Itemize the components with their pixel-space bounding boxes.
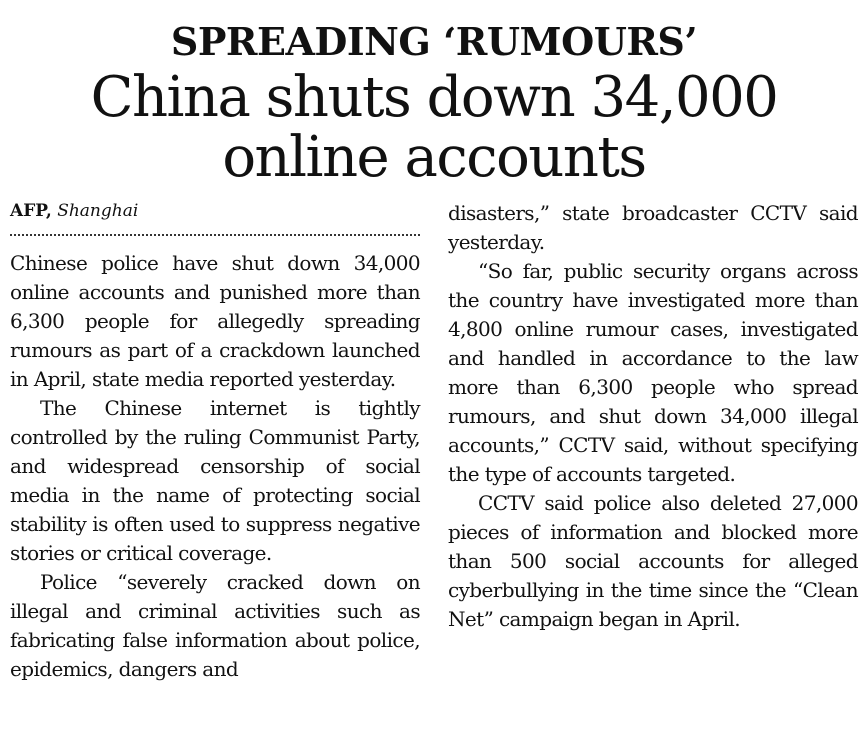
article-paragraph: “So far, public security organs across the country have investigated more than 4,800 online rumour cases, investigated and handled in accordance to the law more than 6,300 people who spread rumours, and shut down 34,000 illegal accounts,” CCTV said, without specifying the type of accounts targeted. xyxy=(448,259,858,486)
article-paragraph: disasters,” state broadcaster CCTV said yesterday. xyxy=(448,201,858,254)
article-paragraph: Chinese police have shut down 34,000 online accounts and punished more than 6,300 people for allegedly spreading rumours as part of a crackdown launched in April, state media reported yesterday. xyxy=(10,251,420,391)
headline xyxy=(0,65,868,190)
article-column-left xyxy=(10,249,420,684)
headline-line-2: online accounts xyxy=(222,125,646,190)
article-paragraph: The Chinese internet is tightly controlled by the ruling Communist Party, and widespread censorship of social media in the name of protecting social stability is often used to suppress negative stories or critical coverage. xyxy=(10,396,420,565)
kicker: SPREADING ‘RUMOURS’ xyxy=(170,19,698,64)
byline xyxy=(10,200,420,222)
byline-agency: AFP, xyxy=(10,201,52,221)
article-column-right xyxy=(448,199,858,634)
article-paragraph: Police “severely cracked down on illegal and criminal activities such as fabricating false information about police, epidemics, dangers and xyxy=(10,570,420,681)
byline-divider xyxy=(10,234,420,236)
byline-location: Shanghai xyxy=(57,201,139,221)
headline-line-1: China shuts down 34,000 xyxy=(90,65,778,130)
article-paragraph: CCTV said police also deleted 27,000 pieces of information and blocked more than 500 social accounts for alleged cyberbullying in the time since the “Clean Net” campaign began in April. xyxy=(448,491,858,631)
